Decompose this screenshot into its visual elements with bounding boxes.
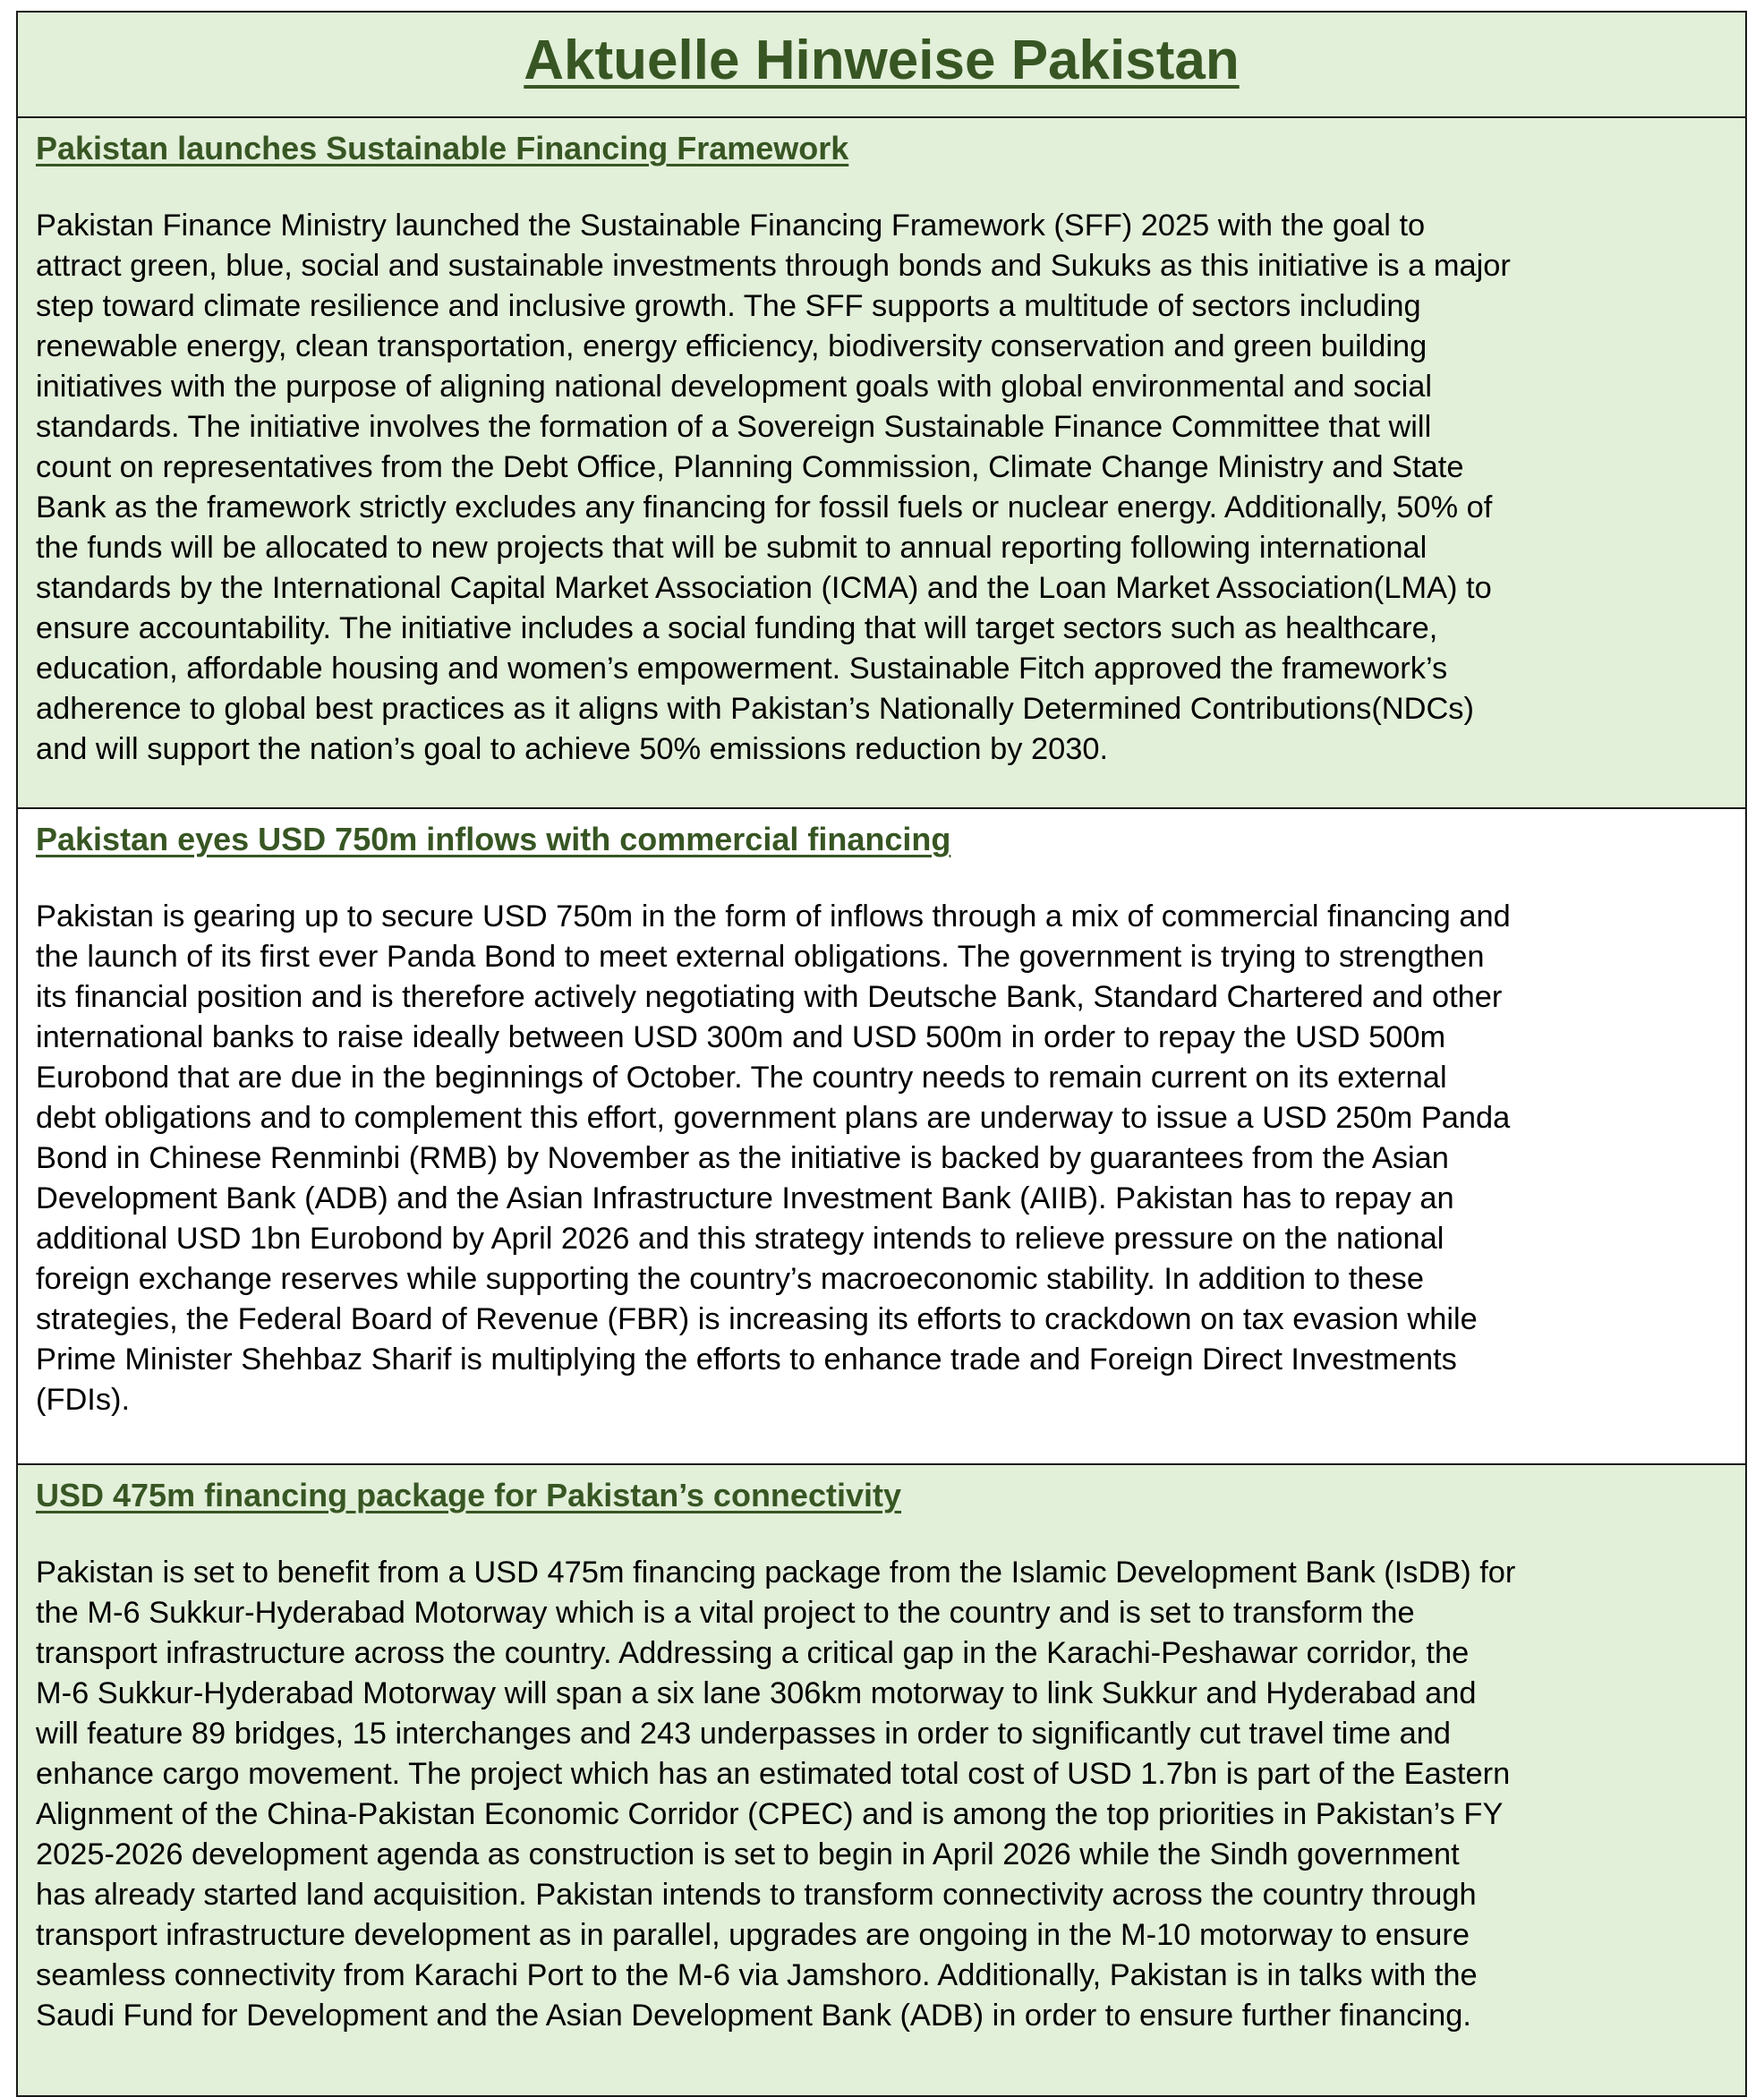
- news-item-connectivity-financing: [18, 1463, 1745, 2095]
- news-body: Pakistan Finance Ministry launched the Sustainable Financing Framework (SFF) 2025 with the goal to attract green, blue, social and sustainable investments through bonds and Sukuks as this initiative is a major step toward climate resilience and inclusive growth. The SFF supports a multitude of sectors including renewable energy, clean transportation, energy efficiency, biodiversity conservation and green building initiatives with the purpose of aligning national development goals with global environmental and social standards. The initiative involves the formation of a Sovereign Sustainable Finance Committee that will count on representatives from the Debt Office, Planning Commission, Climate Change Ministry and State Bank as the framework strictly excludes any financing for fossil fuels or nuclear energy. Additionally, 50% of the funds will be allocated to new projects that will be submit to annual reporting following international standards by the International Capital Market Association (ICMA) and the Loan Market Association(LMA) to ensure accountability. The initiative includes a social funding that will target sectors such as healthcare, education, affordable housing and women’s empowerment. Sustainable Fitch approved the framework’s adherence to global best practices as it aligns with Pakistan’s Nationally Determined Contributions(NDCs) and will support the nation’s goal to achieve 50% emissions reduction by 2030.: [36, 209, 1511, 766]
- news-heading: Pakistan eyes USD 750m inflows with commercial financing: [36, 821, 951, 857]
- news-body: Pakistan is set to benefit from a USD 475m financing package from the Islamic Development Bank (IsDB) for the M-6 Sukkur-Hyderabad Motorway which is a vital project to the country and is set to transform the transport infrastructure across the country. Addressing a critical gap in the Karachi-Peshawar corridor, the M-6 Sukkur-Hyderabad Motorway will span a six lane 306km motorway to link Sukkur and Hyderabad and will feature 89 bridges, 15 interchanges and 243 underpasses in order to significantly cut travel time and enhance cargo movement. The project which has an estimated total cost of USD 1.7bn is part of the Eastern Alignment of the China-Pakistan Economic Corridor (CPEC) and is among the top priorities in Pakistan’s FY 2025-2026 development agenda as construction is set to begin in April 2026 while the Sindh government has already started land acquisition. Pakistan intends to transform connectivity across the country through transport infrastructure development as in parallel, upgrades are ongoing in the M-10 motorway to ensure seamless connectivity from Karachi Port to the M-6 via Jamshoro. Additionally, Pakistan is in talks with the Saudi Fund for Development and the Asian Development Bank (ADB) in order to ensure further financing.: [36, 1556, 1516, 2033]
- news-body: Pakistan is gearing up to secure USD 750m in the form of inflows through a mix of commercial financing and the launch of its first ever Panda Bond to meet external obligations. The government is trying to strengthen its financial position and is therefore actively negotiating with Deutsche Bank, Standard Chartered and other international banks to raise ideally between USD 300m and USD 500m in order to repay the USD 500m Eurobond that are due in the beginnings of October. The country needs to remain current on its external debt obligations and to complement this effort, government plans are underway to issue a USD 250m Panda Bond in Chinese Renminbi (RMB) by November as the initiative is backed by guarantees from the Asian Development Bank (ADB) and the Asian Infrastructure Investment Bank (AIIB). Pakistan has to repay an additional USD 1bn Eurobond by April 2026 and this strategy intends to relieve pressure on the national foreign exchange reserves while supporting the country’s macroeconomic stability. In addition to these strategies, the Federal Board of Revenue (FBR) is increasing its efforts to crackdown on tax evasion while Prime Minister Shehbaz Sharif is multiplying the efforts to enhance trade and Foreign Direct Investments (FDIs).: [36, 899, 1511, 1417]
- news-table: [16, 11, 1747, 2097]
- news-heading: Pakistan launches Sustainable Financing Framework: [36, 130, 849, 166]
- news-item-commercial-financing: [18, 807, 1745, 1463]
- news-heading: USD 475m financing package for Pakistan’s connectivity: [36, 1477, 901, 1513]
- title-row: [18, 13, 1745, 118]
- page-title: Aktuelle Hinweise Pakistan: [524, 30, 1240, 91]
- news-item-sustainable-financing: [18, 118, 1745, 807]
